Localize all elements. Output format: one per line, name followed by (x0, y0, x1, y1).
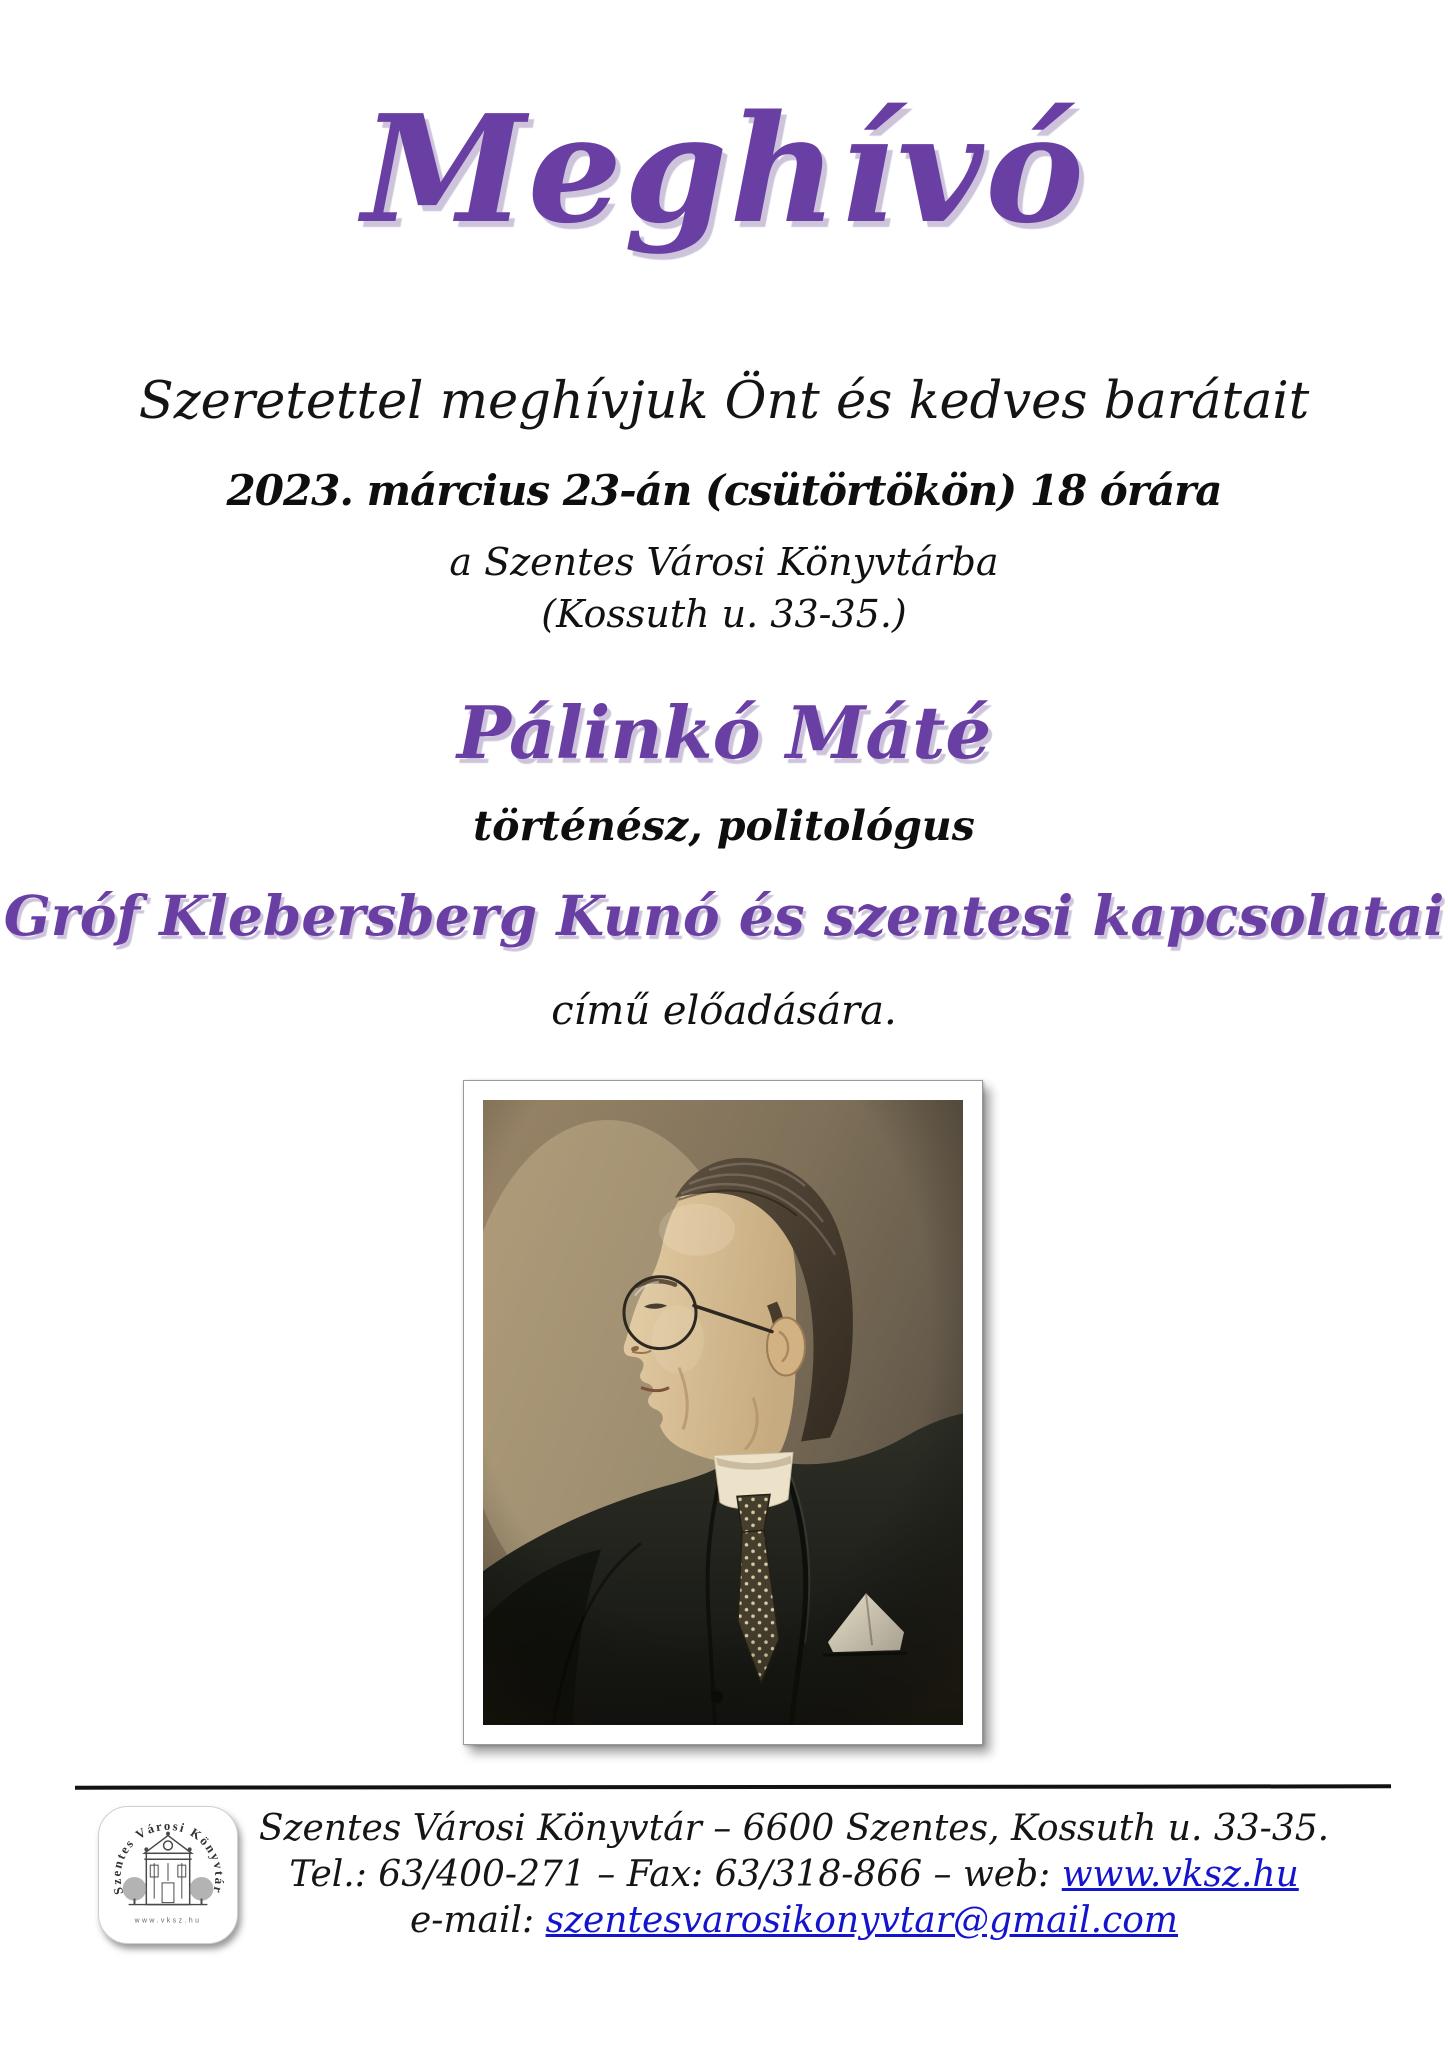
footer-email-line (140, 1898, 1448, 1944)
venue-line: a Szentes Városi Könyvtárba (449, 540, 999, 584)
speaker-portrait-photo (483, 1100, 963, 1725)
web-link[interactable]: www.vksz.hu (1061, 1854, 1299, 1895)
footer-email-prefix: e-mail: (409, 1900, 546, 1941)
invite-line: Szeretettel meghívjuk Önt és kedves barátait (138, 372, 1310, 431)
footer-address-line: Szentes Városi Könyvtár – 6600 Szentes, Kossuth u. 33-35. (258, 1808, 1330, 1849)
footer-divider (75, 1784, 1391, 1789)
footer-contact-prefix: Tel.: 63/400-271 – Fax: 63/318-866 – web: (289, 1854, 1062, 1895)
speaker-title: történész, politológus (473, 802, 975, 850)
speaker-name: Pálinkó Máté (456, 690, 992, 775)
email-link[interactable]: szentesvarosikonyvtar@gmail.com (545, 1900, 1179, 1941)
venue-address: (Kossuth u. 33-35.) (541, 592, 907, 636)
event-datetime: 2023. március 23-án (csütörtökön) 18 órára (226, 466, 1222, 515)
footer-contact-block (140, 1806, 1448, 1944)
page-title: Meghívó (361, 82, 1086, 256)
portrait-photo-frame (463, 1080, 983, 1745)
logo-arc-text: Szentes Városi Könyvtár (109, 1818, 227, 1897)
lecture-title: Gróf Klebersberg Kunó és szentesi kapcsolatai (3, 883, 1445, 948)
lecture-closing: című előadására. (551, 988, 897, 1034)
logo-url-text: www.vksz.hu (134, 1917, 202, 1925)
footer-contact-line (140, 1852, 1448, 1898)
